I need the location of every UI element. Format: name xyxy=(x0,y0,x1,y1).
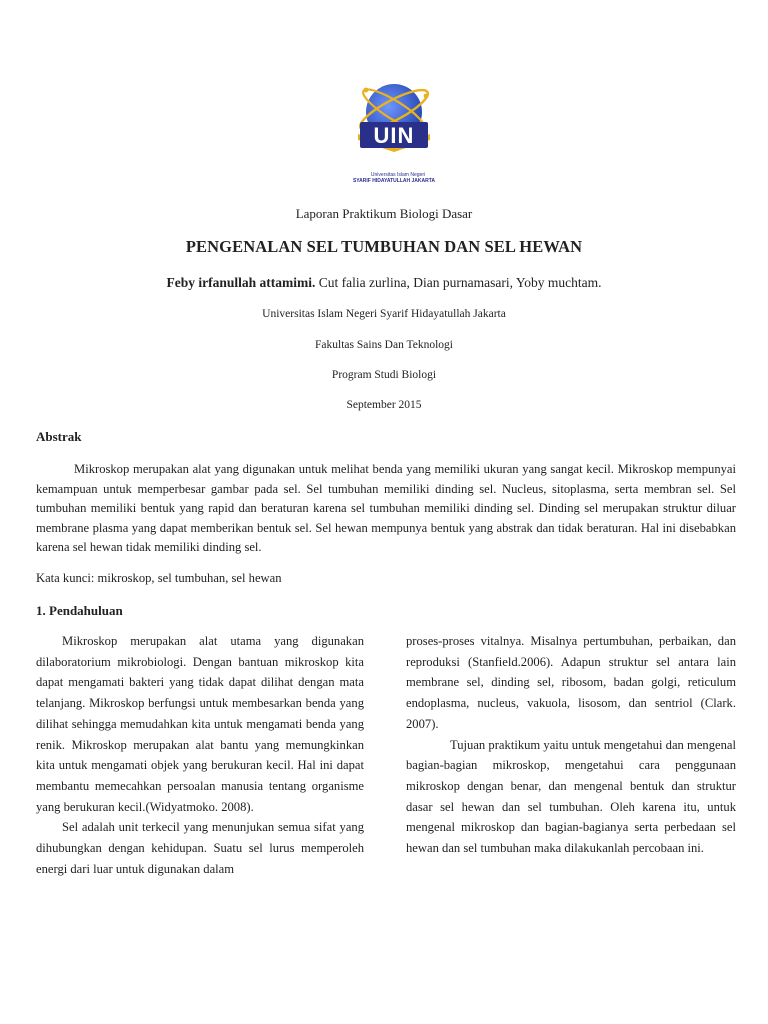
university-logo xyxy=(352,72,436,190)
section-heading-introduction: 1. Pendahuluan xyxy=(36,603,123,618)
publication-date: September 2015 xyxy=(346,399,422,411)
affiliation-faculty: Fakultas Sains Dan Teknologi xyxy=(315,339,453,351)
intro-right-column xyxy=(406,631,736,859)
affiliation-program: Program Studi Biologi xyxy=(331,369,437,381)
logo-text-line2: SYARIF HIDAYATULLAH JAKARTA xyxy=(352,178,436,184)
intro-paragraph-3: proses-proses vitalnya. Misalnya pertumbuhan, perbaikan, dan reproduksi (Stanfield.2006). Adapun struktur sel antara lain membrane sel, dinding sel, ribosom, badan golgi, reticulum endoplasma, nucleus, vakuola, lisosom, dan sentriol (Clark. 2007). xyxy=(406,634,736,731)
keywords: Kata kunci: mikroskop, sel tumbuhan, sel hewan xyxy=(36,571,282,585)
coauthors: Cut falia zurlina, Dian purnamasari, Yoby muchtam. xyxy=(315,275,602,290)
logo-wordmark: UIN xyxy=(373,123,415,148)
logo-text-line1: Universitas Islam Negeri xyxy=(370,172,426,178)
intro-paragraph-2: Sel adalah unit terkecil yang menunjukan semua sifat yang dihubungkan dengan kehidupan. Suatu sel lurus memperoleh energi dari luar untuk digunakan dalam xyxy=(36,820,364,876)
intro-paragraph-1: Mikroskop merupakan alat utama yang digunakan dilaboratorium mikrobiologi. Dengan bantuan mikroskop kita dapat mengamati bakteri yang tidak dapat dilihat dengan mata telanjang. Mikroskop berfungsi untuk membesarkan benda yang dilihat sehingga memudahkan kita untuk mengamati benda yang renik. Mikroskop merupakan alat bantu yang memungkinkan kita untuk mengamati objek yang berukuran kecil. Hal ini dapat membantu memecahkan persoalan manusia tentang organisme yang berukuran kecil.(Widyatmoko. 2008). xyxy=(36,634,364,814)
lead-author: Feby irfanullah attamimi. xyxy=(166,275,316,290)
intro-left-column xyxy=(36,631,364,879)
intro-paragraph-4: Tujuan praktikum yaitu untuk mengetahui dan mengenal bagian-bagian mikroskop, mengetahui cara penggunaan mikroskop dengan benar, dan mengenal bentuk dan struktur dasar sel hewan dan sel tumbuhan. Oleh karena itu, untuk mengenal mikroskop dan bagian-bagianya serta perbedaan sel hewan dan sel tumbuhan maka dilakukanlah percobaan ini. xyxy=(406,737,736,856)
report-type: Laporan Praktikum Biologi Dasar xyxy=(295,206,473,221)
uin-emblem xyxy=(352,72,432,172)
author-line xyxy=(0,275,768,291)
affiliation-university: Universitas Islam Negeri Syarif Hidayatullah Jakarta xyxy=(262,308,506,320)
abstract-body: Mikroskop merupakan alat yang digunakan untuk melihat benda yang memiliki ukuran yang sangat kecil. Mikroskop mempunyai kemampuan untuk memperbesar gambar pada sel. Sel tumbuhan memiliki dinding sel. Nucleus, sitoplasma, serta membran sel. Sel tumbuhan memiliki bentuk yang rapid dan beraturan karena sel tumbuhan memiliki dinding sel. Dinding sel merupakan struktur diluar membrane plasma yang dapat memberikan bentuk sel. Sel hewan mempunya bentuk yang abstrak dan tidak beraturan. Hal ini disebabkan karena sel hewan tidak memiliki dinding sel. xyxy=(36,462,736,555)
paper-title: PENGENALAN SEL TUMBUHAN DAN SEL HEWAN xyxy=(185,237,583,256)
abstract-heading: Abstrak xyxy=(36,429,82,444)
